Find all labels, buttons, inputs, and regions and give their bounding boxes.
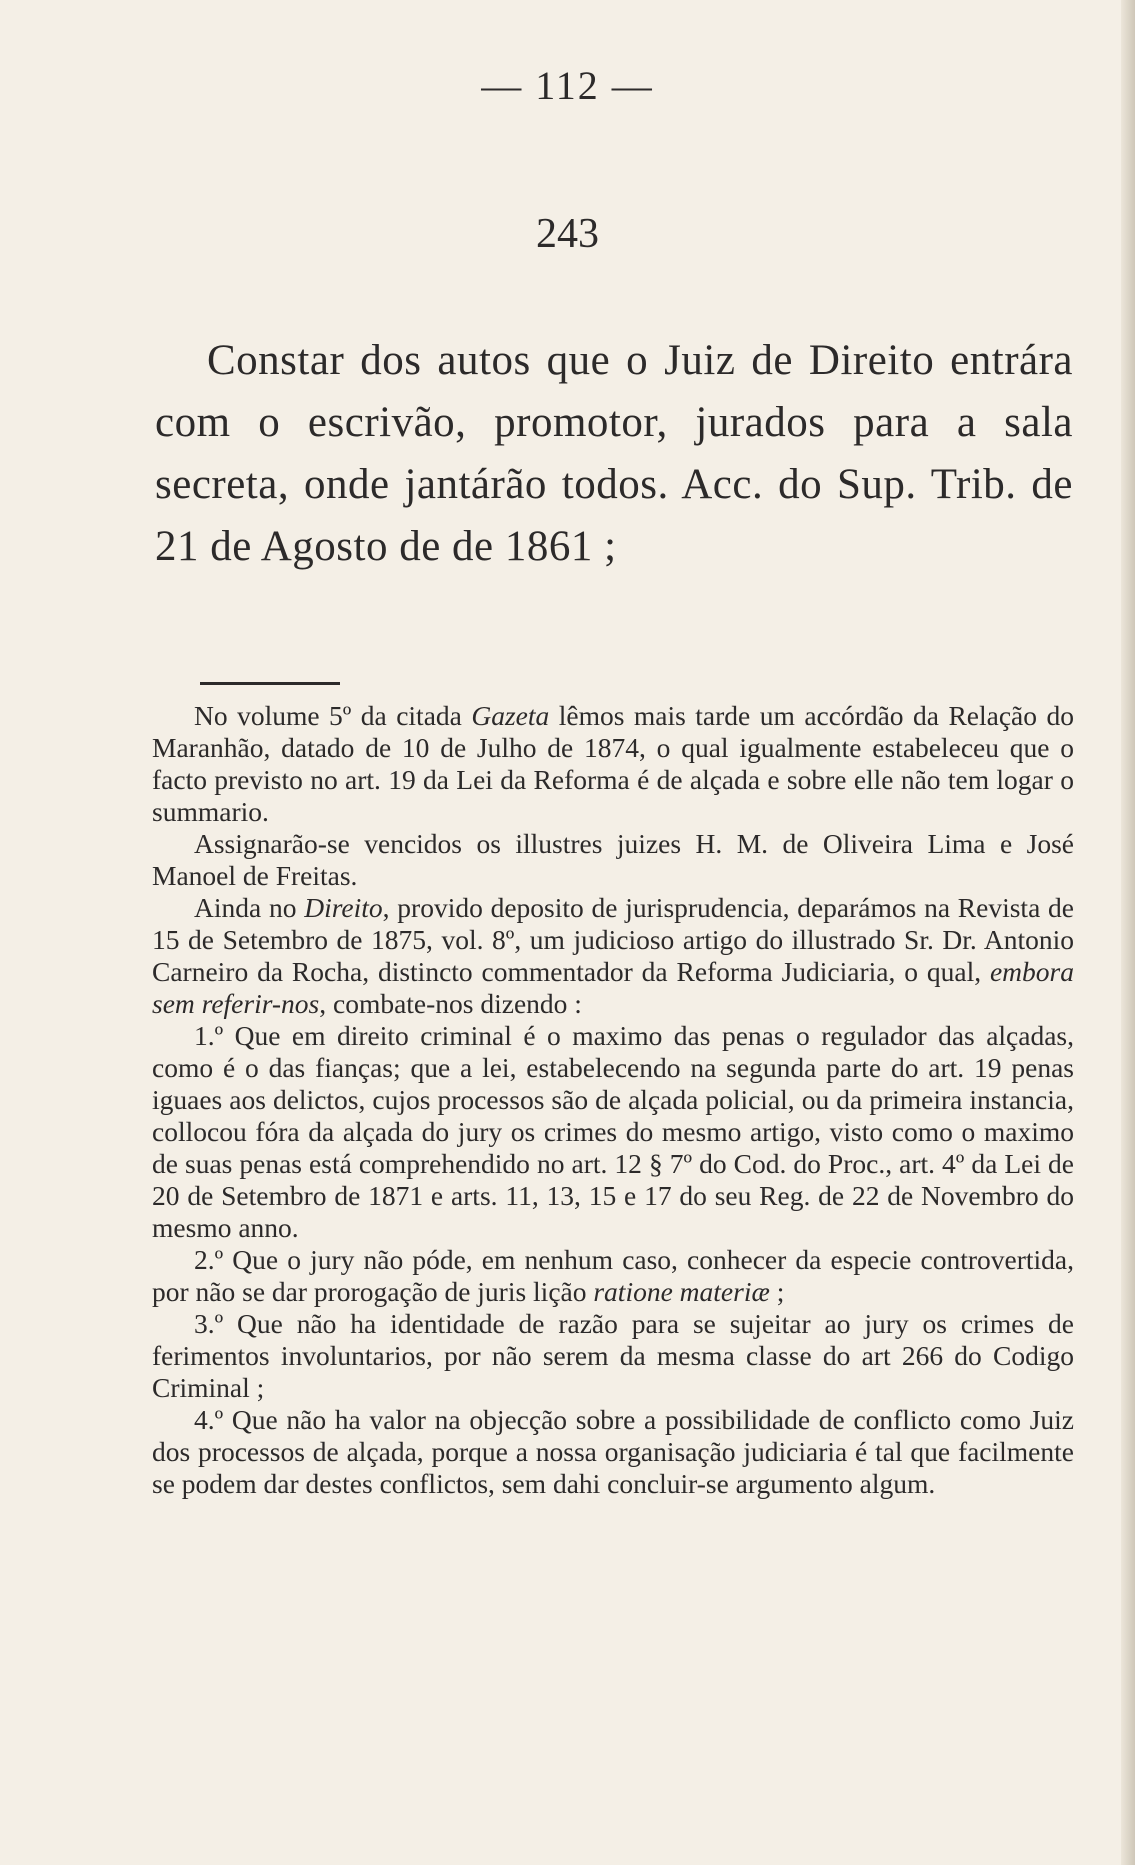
note-paragraph-6: 3.º Que não ha identidade de razão para se sujeitar ao jury os crimes de ferimentos involuntarios, por não serem da mesma classe do art 266 do Codigo Criminal ;: [152, 1308, 1074, 1403]
main-paragraph: [155, 330, 1073, 578]
note-paragraph-2: Assignarão-se vencidos os illustres juizes H. M. de Oliveira Lima e José Manoel de Freitas.: [152, 828, 1074, 891]
note-paragraph-1: No volume 5º da citada Gazeta lêmos mais tarde um accórdão da Relação do Maranhão, datado de 10 de Julho de 1874, o qual igualmente estabeleceu que o facto previsto no art. 19 da Lei da Reforma é de alçada e sobre elle não tem logar o summario.: [152, 700, 1074, 827]
note-italic-embora: embora sem referir-nos: [152, 956, 1074, 1019]
entry-number: 243: [536, 211, 599, 257]
note-paragraph-4: 1.º Que em direito criminal é o maximo das penas o regulador das alçadas, como é o das fianças; que a lei, estabelecendo na segunda parte do art. 19 penas iguaes aos delictos, cujos processos são de alçada policial, ou da primeira instancia, collocou fóra da alçada do jury os crimes do mesmo artigo, visto como o maximo de suas penas está comprehendido no art. 12 § 7º do Cod. do Proc., art. 4º da Lei de 20 de Setembro de 1871 e arts. 11, 13, 15 e 17 do seu Reg. de 22 de Novembro do mesmo anno.: [152, 1020, 1074, 1243]
note-paragraph-3: Ainda no Direito, provido deposito de jurisprudencia, deparámos na Revista de 15 de Setembro de 1875, vol. 8º, um judicioso artigo do illustrado Sr. Dr. Antonio Carneiro da Rocha, distincto commentador da Reforma Judiciaria, o qual, embora sem referir-nos, combate-nos dizendo :: [152, 892, 1074, 1019]
note-paragraph-7: 4.º Que não ha valor na objecção sobre a possibilidade de conflicto como Juiz dos processos de alçada, porque a nossa organisação judiciaria é tal que facilmente se podem dar destes conflictos, sem dahi concluir-se argumento algum.: [152, 1404, 1074, 1499]
note-paragraph-5: 2.º Que o jury não póde, em nenhum caso, conhecer da especie controvertida, por não se dar prorogação de juris lição ratione materiæ ;: [152, 1244, 1074, 1307]
note-italic-gazeta: Gazeta: [471, 700, 550, 731]
footnote-separator: [200, 682, 340, 685]
note-italic-direito: Direito: [304, 892, 383, 923]
page-edge: [1121, 0, 1135, 1865]
footnote: [152, 700, 1074, 1500]
note-italic-ratione: ratione materiæ: [593, 1276, 770, 1307]
main-paragraph-text: Constar dos autos que o Juiz de Direito entrára com o escrivão, promotor, jurados para a sala secreta, onde jantárão todos. Acc. do Sup. Trib. de 21 de Agosto de de 1861 ;: [155, 337, 1073, 570]
page-number: — 112 —: [481, 63, 654, 108]
